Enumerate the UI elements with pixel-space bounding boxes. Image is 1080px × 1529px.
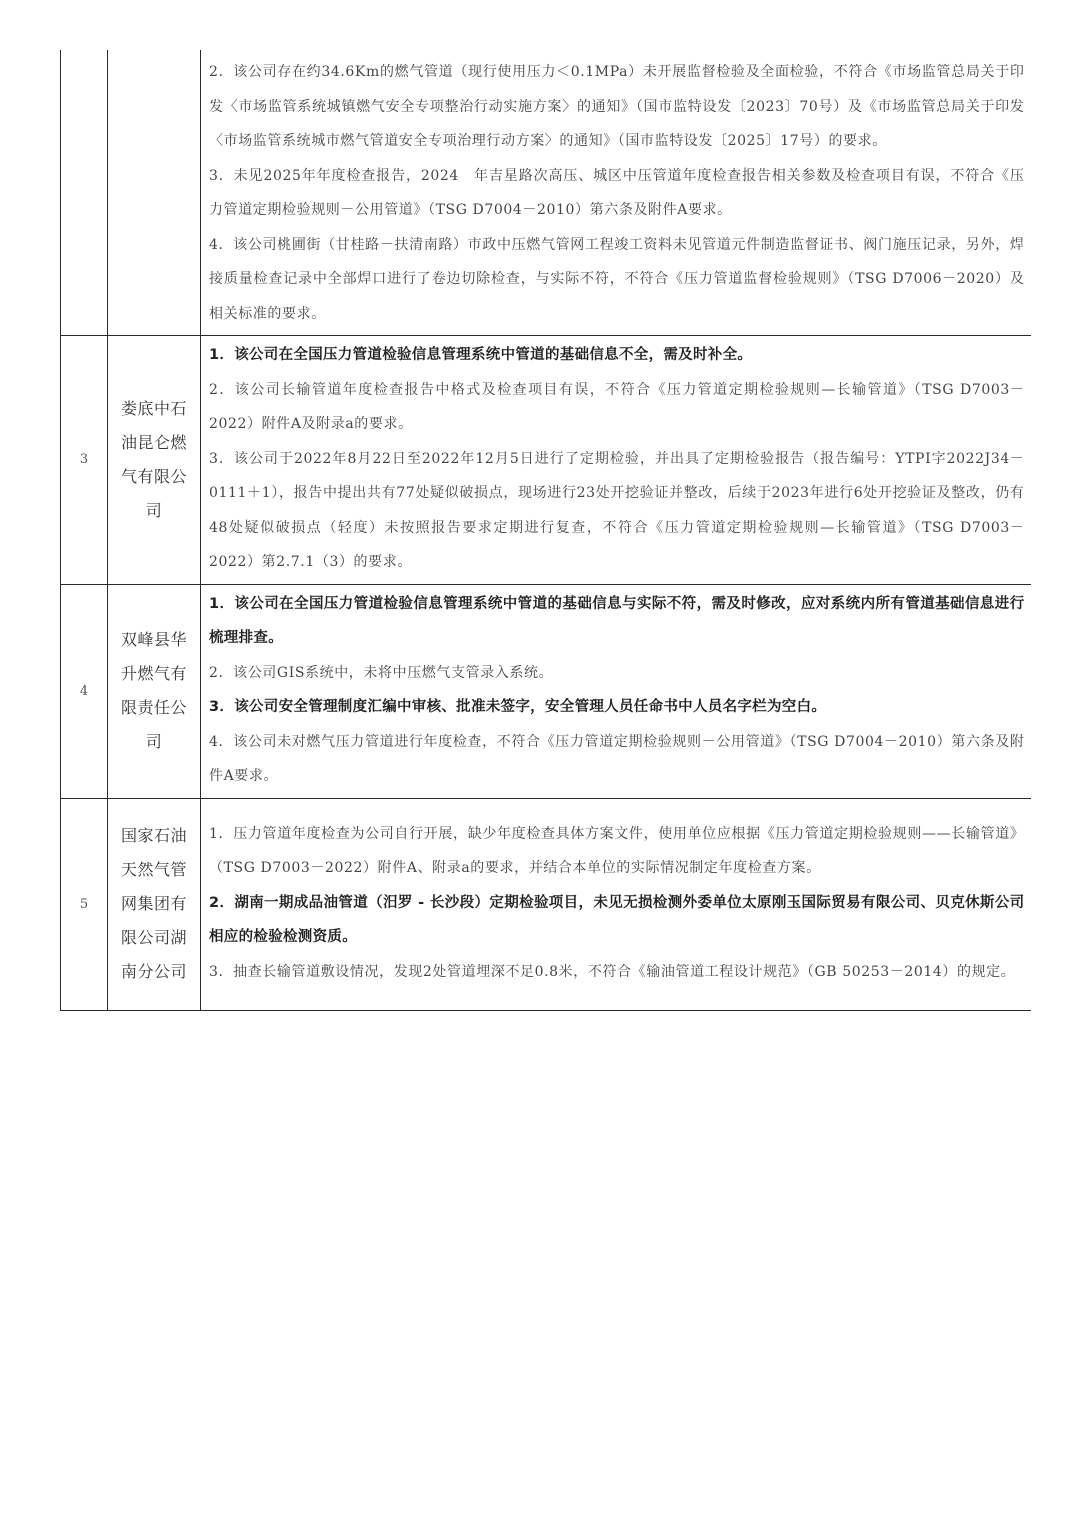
company-name: 双峰县华升燃气有限责任公司 [108, 584, 201, 798]
row-number: 4 [61, 584, 108, 798]
findings-cell [201, 336, 1031, 585]
finding-item: 4．该公司未对燃气压力管道进行年度检查，不符合《压力管道定期检验规则－公用管道》（TSG D7004－2010）第六条及附件A要求。 [209, 733, 1025, 784]
finding-item: 1．压力管道年度检查为公司自行开展，缺少年度检查具体方案文件，使用单位应根据《压力管道定期检验规则——长输管道》（TSG D7003－2022）附件A、附录a的要求，并结合本单位的实际情况制定年度检查方案。 [209, 825, 1025, 877]
company-name: 国家石油天然气管网集团有限公司湖南分公司 [108, 798, 201, 1010]
company-name [108, 50, 201, 336]
finding-item: 3．该公司于2022年8月22日至2022年12月5日进行了定期检验，并出具了定期检验报告（报告编号：YTPI字2022J34－0111＋1），报告中提出共有77处疑似破损点，现场进行23处开挖验证并整改，后续于2023年进行6处开挖验证及整改，仍有48处疑似破损点（轻度）未按照报告要求定期进行复查，不符合《压力管道定期检验规则—长输管道》（TSG D7003－2022）第2.7.1（3）的要求。 [209, 450, 1025, 570]
table-row [61, 336, 1031, 585]
finding-item: 3．未见2025年年度检查报告，2024 年吉星路次高压、城区中压管道年度检查报告相关参数及检查项目有误，不符合《压力管道定期检验规则－公用管道》（TSG D7004－2010）第六条及附件A要求。 [209, 167, 1025, 218]
finding-item: 3．该公司安全管理制度汇编中审核、批准未签字，安全管理人员任命书中人员名字栏为空白。 [209, 699, 827, 715]
findings-cell [201, 584, 1031, 798]
finding-item: 2．该公司存在约34.6Km的燃气管道（现行使用压力＜0.1MPa）未开展监督检验及全面检验，不符合《市场监管总局关于印发〈市场监管系统城镇燃气安全专项整治行动实施方案〉的通知》（国市监特设发〔2023〕70号）及《市场监管总局关于印发〈市场监管系统城市燃气管道安全专项治理行动方案〉的通知》（国市监特设发〔2025〕17号）的要求。 [209, 64, 1025, 149]
finding-item: 2．该公司GIS系统中，未将中压燃气支管录入系统。 [209, 664, 554, 681]
findings-cell [201, 50, 1031, 336]
table-row [61, 584, 1031, 798]
finding-item: 1．该公司在全国压力管道检验信息管理系统中管道的基础信息不全，需及时补全。 [209, 347, 753, 363]
finding-item: 2．湖南一期成品油管道（汨罗 - 长沙段）定期检验项目，未见无损检测外委单位太原刚玉国际贸易有限公司、贝克休斯公司相应的检验检测资质。 [209, 894, 1025, 946]
finding-item: 4．该公司桃圃街（甘桂路－扶清南路）市政中压燃气管网工程竣工资料未见管道元件制造监督证书、阀门施压记录，另外，焊接质量检查记录中全部焊口进行了卷边切除检查，与实际不符，不符合《压力管道监督检验规则》（TSG D7006－2020）及相关标准的要求。 [209, 236, 1025, 322]
table-row [61, 50, 1031, 336]
inspection-findings-table [60, 50, 1031, 1011]
findings-cell [201, 798, 1031, 1010]
table-row [61, 798, 1031, 1010]
company-name: 娄底中石油昆仑燃气有限公司 [108, 336, 201, 585]
finding-item: 1．该公司在全国压力管道检验信息管理系统中管道的基础信息与实际不符，需及时修改，应对系统内所有管道基础信息进行梳理排查。 [209, 595, 1025, 646]
finding-item: 3．抽查长输管道敷设情况，发现2处管道埋深不足0.8米，不符合《输油管道工程设计规范》（GB 50253－2014）的规定。 [209, 963, 1016, 980]
row-number: 5 [61, 798, 108, 1010]
row-number: 3 [61, 336, 108, 585]
finding-item: 2．该公司长输管道年度检查报告中格式及检查项目有误，不符合《压力管道定期检验规则—长输管道》（TSG D7003－2022）附件A及附录a的要求。 [209, 381, 1025, 432]
row-number [61, 50, 108, 336]
